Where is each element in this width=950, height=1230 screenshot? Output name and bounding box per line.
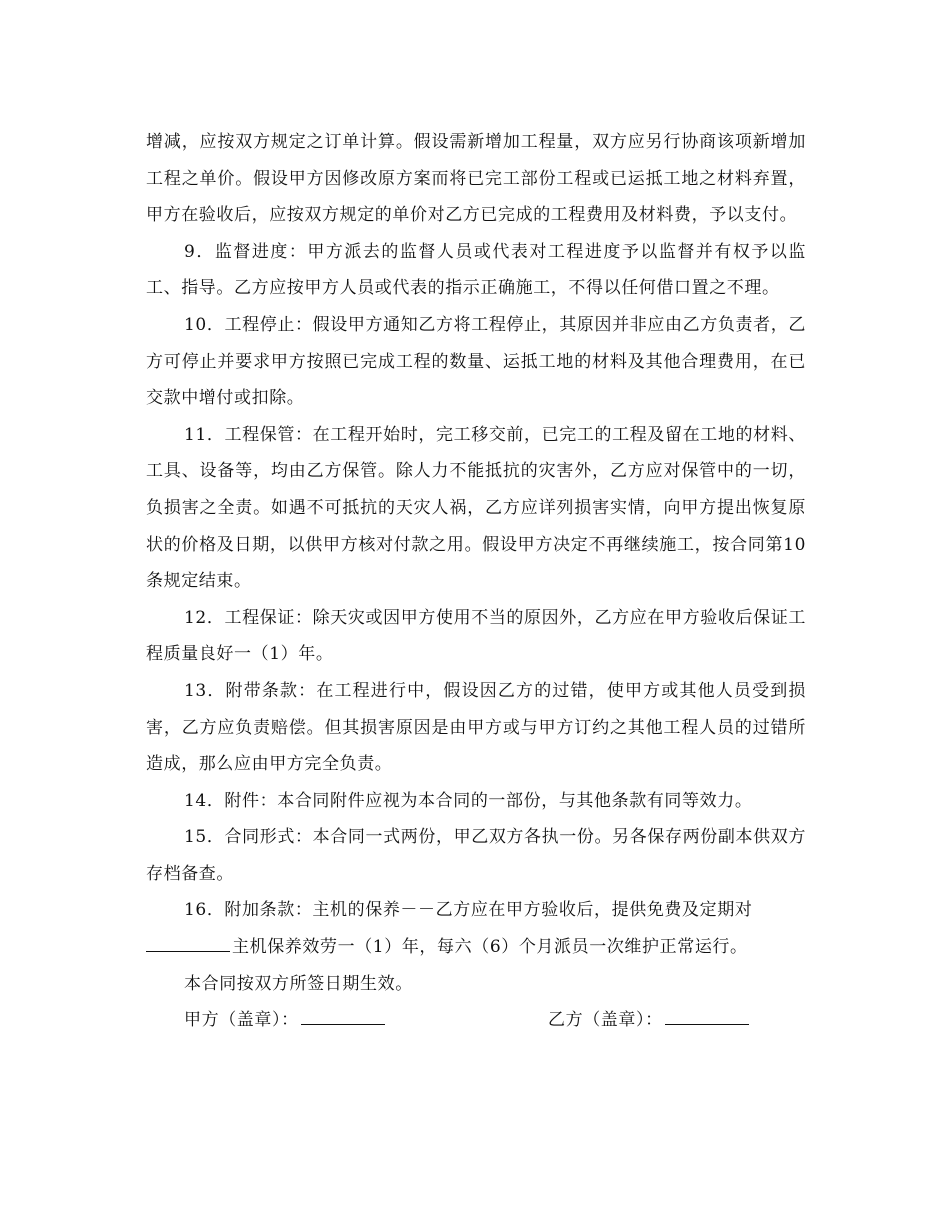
clause-16-line1: 16．附加条款：主机的保养－－乙方应在甲方验收后，提供免费及定期对: [184, 900, 753, 921]
clause-16-line2: 主机保养效劳一（1）年，每六（6）个月派员一次维护正常运行。: [232, 937, 748, 958]
party-a-blank: [301, 1023, 385, 1025]
clause-16: [146, 892, 806, 965]
effective-clause: 本合同按双方所签日期生效。: [184, 973, 413, 994]
clause-15: 15．合同形式：本合同一式两份，甲乙双方各执一份。另各保存两份副本供双方存档备查。: [146, 827, 806, 884]
party-a-signature: [184, 1002, 387, 1039]
party-b-signature: [548, 1002, 751, 1039]
document-body: [146, 124, 806, 1039]
blank-line: [146, 950, 230, 952]
party-b-blank: [665, 1023, 749, 1025]
clause-11: 11．工程保管：在工程开始时，完工移交前，已完工的工程及留在工地的材料、工具、设备等，均由乙方保管。除人力不能抵抗的灾害外，乙方应对保管中的一切，负损害之全责。如遇不可抵抗的天灾人祸，乙方应详列损害实情，向甲方提出恢复原状的价格及日期，以供甲方核对付款之用。假设甲方决定不再继续施工，按合同第10条规定结束。: [146, 424, 806, 592]
party-b-label: 乙方（盖章）：: [548, 1010, 663, 1031]
clause-9: 9．监督进度：甲方派去的监督人员或代表对工程进度予以监督并有权予以监工、指导。乙方应按甲方人员或代表的指示正确施工，不得以任何借口置之不理。: [146, 241, 806, 299]
signature-row: [146, 1002, 806, 1039]
clause-10: 10．工程停止：假设甲方通知乙方将工程停止，其原因并非应由乙方负责者，乙方可停止并要求甲方按照已完成工程的数量、运抵工地的材料及其他合理费用，在已交款中增付或扣除。: [146, 314, 806, 409]
clause-14: 14．附件：本合同附件应视为本合同的一部份，与其他条款有同等效力。: [184, 790, 753, 811]
clause-13: 13．附带条款：在工程进行中，假设因乙方的过错，使甲方或其他人员受到损害，乙方应负责赔偿。但其损害原因是由甲方或与甲方订约之其他工程人员的过错所造成，那么应由甲方完全负责。: [146, 680, 806, 775]
paragraph-continuation: 增减，应按双方规定之订单计算。假设需新增加工程量，双方应另行协商该项新增加工程之单价。假设甲方因修改原方案而将已完工部份工程或已运抵工地之材料弃置，甲方在验收后，应按双方规定的单价对乙方已完成的工程费用及材料费，予以支付。: [146, 132, 806, 226]
party-a-label: 甲方（盖章）：: [184, 1010, 299, 1031]
clause-12: 12．工程保证：除天灾或因甲方使用不当的原因外，乙方应在甲方验收后保证工程质量良好一（1）年。: [146, 607, 806, 665]
